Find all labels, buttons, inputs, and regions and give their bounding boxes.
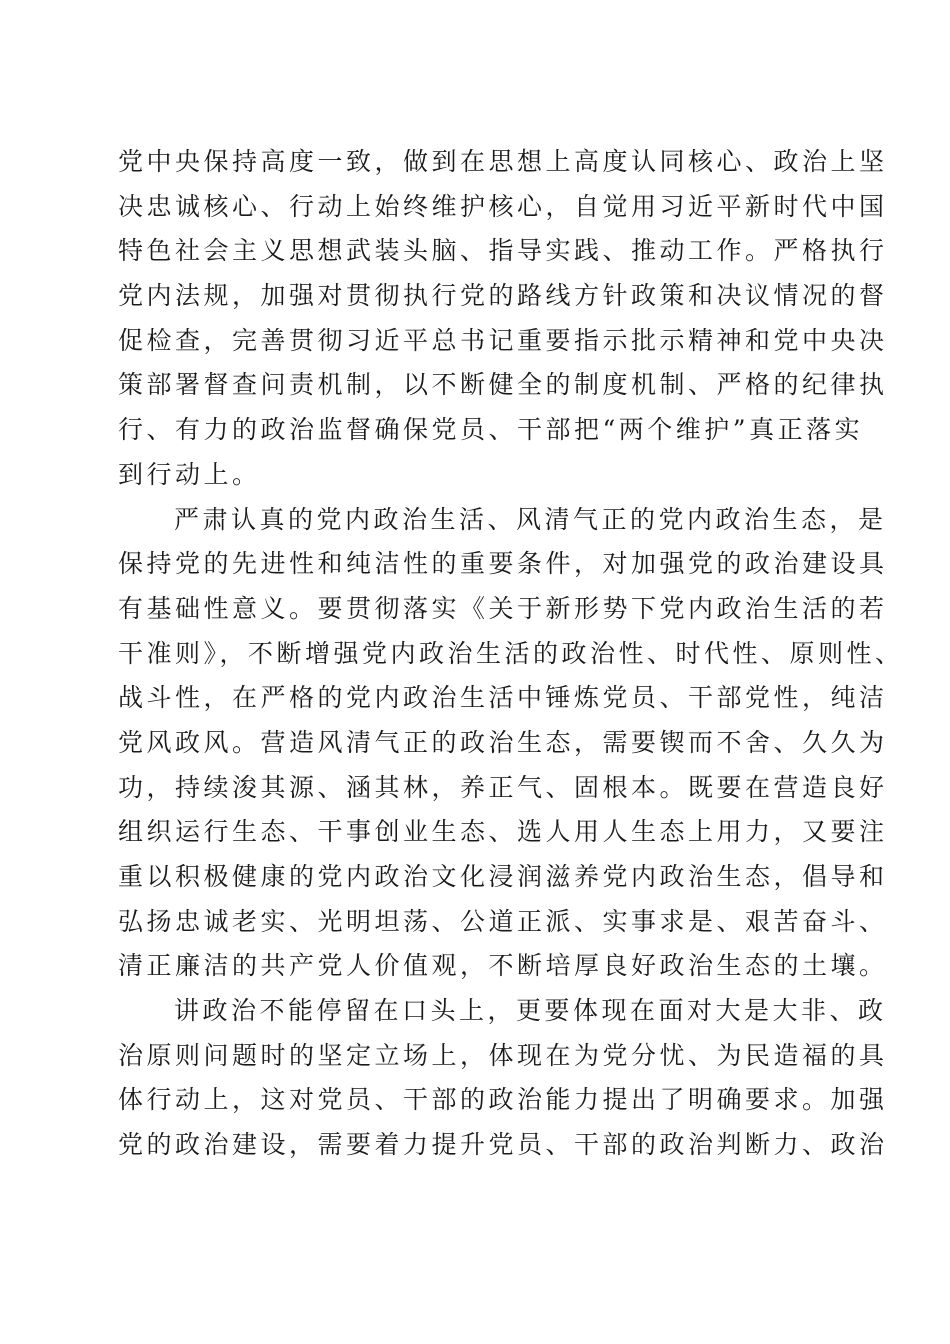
text-line: 干准则》，不断增强党内政治生活的政治性、时代性、原则性、	[118, 638, 904, 668]
text-line: 特色社会主义思想武装头脑、指导实践、推动工作。严格执行	[118, 236, 888, 266]
text-line: 策部署督查问责机制，以不断健全的制度机制、严格的纪律执	[118, 370, 888, 400]
text-line: 治原则问题时的坚定立场上，体现在为党分忧、为民造福的具	[118, 1040, 888, 1070]
text-line-indented: 讲政治不能停留在口头上，更要体现在面对大是大非、政	[174, 996, 887, 1026]
paragraph-political-ecology	[118, 498, 904, 990]
text-line-indented: 严肃认真的党内政治生活、风清气正的党内政治生态，是	[174, 504, 887, 534]
paragraph-continued	[118, 140, 888, 498]
paragraph-political-ability	[118, 989, 888, 1168]
text-line: 组织运行生态、干事创业生态、选人用人生态上用力，又要注	[118, 817, 888, 847]
body-text	[118, 140, 904, 1168]
text-line: 重以积极健康的党内政治文化浸润滋养党内政治生态，倡导和	[118, 862, 888, 891]
text-line: 体行动上，这对党员、干部的政治能力提出了明确要求。加强	[118, 1085, 888, 1115]
text-line: 到行动上。	[118, 459, 261, 489]
text-line: 清正廉洁的共产党人价值观，不断培厚良好政治生态的土壤。	[118, 951, 888, 981]
text-line: 促检查，完善贯彻习近平总书记重要指示批示精神和党中央决	[118, 325, 888, 355]
text-line: 弘扬忠诚老实、光明坦荡、公道正派、实事求是、艰苦奋斗、	[118, 906, 888, 936]
text-line: 党中央保持高度一致，做到在思想上高度认同核心、政治上坚	[118, 147, 888, 176]
text-line: 党内法规，加强对贯彻执行党的路线方针政策和决议情况的督	[118, 281, 888, 311]
text-line: 保持党的先进性和纯洁性的重要条件，对加强党的政治建设具	[118, 549, 888, 579]
text-line: 功，持续浚其源、涵其林，养正气、固根本。既要在营造良好	[118, 772, 888, 802]
text-line: 党的政治建设，需要着力提升党员、干部的政治判断力、政治	[118, 1130, 888, 1160]
text-line: 行、有力的政治监督确保党员、干部把“两个维护”真正落实	[118, 415, 864, 445]
text-line: 党风政风。营造风清气正的政治生态，需要锲而不舍、久久为	[118, 727, 888, 757]
text-line: 战斗性，在严格的党内政治生活中锤炼党员、干部党性，纯洁	[118, 683, 888, 713]
text-line: 决忠诚核心、行动上始终维护核心，自觉用习近平新时代中国	[118, 191, 888, 221]
text-line: 有基础性意义。要贯彻落实《关于新形势下党内政治生活的若	[118, 593, 888, 623]
